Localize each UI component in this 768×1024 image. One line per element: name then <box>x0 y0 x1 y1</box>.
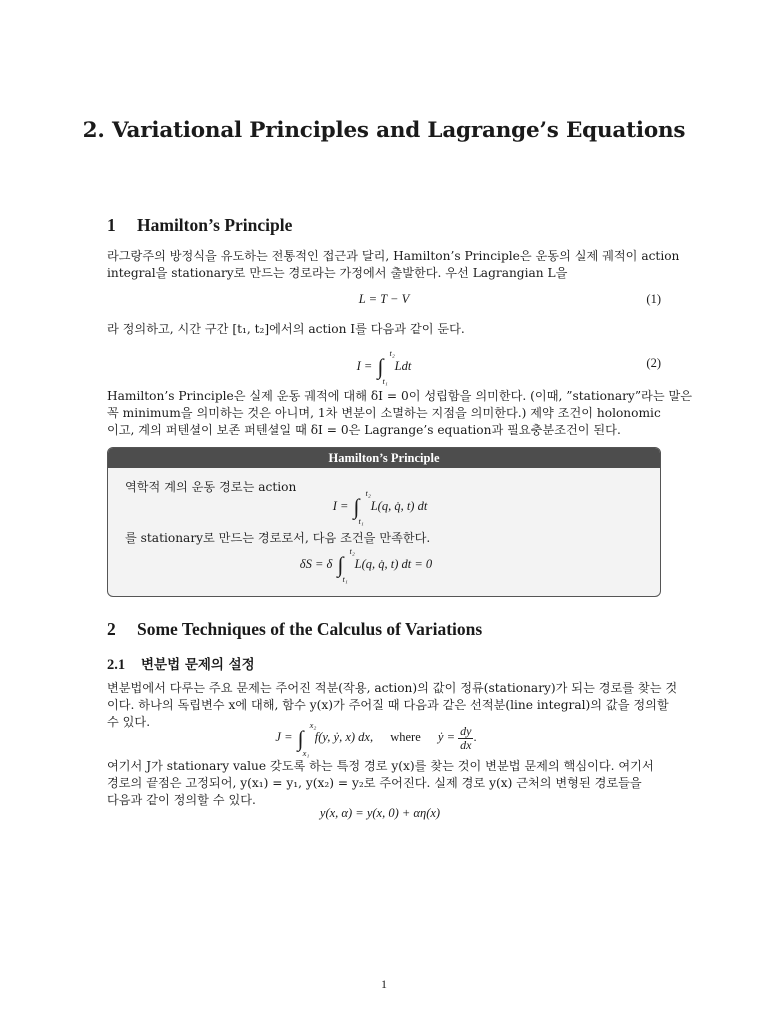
fraction-denominator: dx <box>460 738 472 752</box>
integral-upper-limit: t₂ <box>365 488 371 498</box>
hamilton-principle-box <box>107 447 661 597</box>
equation-number: (2) <box>646 356 661 370</box>
subsection-number: 2.1 <box>107 657 126 673</box>
subsection-2-1-heading <box>107 653 255 674</box>
text-line: 라 정의하고, 시간 구간 [t₁, t₂]에서의 action I를 다음과 같이 둔다. <box>107 322 465 336</box>
section-1-paragraph-1 <box>107 248 680 282</box>
box-text-line: 를 stationary로 만드는 경로로서, 다음 조건을 만족한다. <box>125 531 431 545</box>
text-line: 수 있다. <box>107 715 151 729</box>
text-line: 라그랑주의 방정식을 유도하는 전통적인 접근과 달리, Hamilton’s Principle은 운동의 실제 궤적이 action <box>107 249 680 263</box>
equation-where-text: where <box>390 730 421 745</box>
section-2-paragraph-2 <box>107 758 661 809</box>
section-title: Hamilton’s Principle <box>137 215 293 235</box>
equation-body: y(x, α) = y(x, 0) + αη(x) <box>319 806 441 820</box>
text-line: 여기서 J가 stationary value 갖도록 하는 특정 경로 y(x)를 찾는 것이 변분법 문제의 핵심이다. 여기서 <box>107 759 654 773</box>
section-number: 1 <box>107 215 116 235</box>
derivative-fraction <box>458 725 473 752</box>
integral-sign: ∫ t₂ t₁ <box>337 546 355 584</box>
integral-upper-limit: t₂ <box>349 546 355 556</box>
equation-body: Ldt <box>394 358 412 373</box>
document-title: 2. Variational Principles and Lagrange’s Equations <box>82 118 686 143</box>
page-number: 1 <box>381 977 387 991</box>
equation-lhs: δS = δ <box>299 556 333 571</box>
text-line: Hamilton’s Principle은 실제 운동 궤적에 대해 δI = 0이 성립함을 의미한다. (이때, ”stationary”라는 말은 <box>107 389 693 403</box>
fraction-numerator: dy <box>460 724 472 738</box>
section-title: Some Techniques of the Calculus of Variations <box>137 619 483 639</box>
text-line: 변분법에서 다루는 주요 문제는 주어진 적분(작용, action)의 값이 정류(stationary)가 되는 경로를 찾는 것 <box>107 681 678 695</box>
text-line: integral을 stationary로 만드는 경로라는 가정에서 출발한다. 우선 Lagrangian L을 <box>107 266 568 280</box>
integral-lower-limit: t₁ <box>342 574 348 584</box>
integral-lower-limit: t₁ <box>358 516 364 526</box>
text-line: 꼭 minimum을 의미하는 것은 아니며, 1차 변분이 소멸하는 지점을 의미한다.) 제약 조건이 holonomic <box>107 406 661 420</box>
section-1-paragraph-2 <box>107 321 661 338</box>
integral-upper-limit: x₂ <box>309 719 317 730</box>
equation-body: L(q, q̇, t) dt <box>370 498 428 513</box>
equation-number: (1) <box>646 292 661 306</box>
equation-body: f(y, ẏ, x) dx, <box>314 730 374 745</box>
integral-lower-limit: x₁ <box>302 747 310 758</box>
integral-sign: ∫ t₂ t₁ <box>377 348 395 386</box>
integral-upper-limit: t₂ <box>389 348 395 358</box>
equation-lhs: I = <box>356 358 373 373</box>
equation-4 <box>107 806 661 824</box>
box-equation-stationary <box>108 546 660 584</box>
equation-lhs: J = <box>275 730 293 745</box>
equation-body: L = T − V <box>358 292 410 306</box>
integral-sign: ∫ t₂ t₁ <box>353 488 371 526</box>
section-2-heading <box>107 619 482 640</box>
text-line: 다음과 같이 정의할 수 있다. <box>107 793 256 807</box>
integral-lower-limit: t₁ <box>382 376 388 386</box>
section-number: 2 <box>107 619 116 639</box>
equation-2 <box>107 348 661 386</box>
equation-lhs: I = <box>332 498 349 513</box>
box-equation-action <box>108 488 660 526</box>
box-text-line: 역학적 계의 운동 경로는 action <box>125 480 297 494</box>
equation-ydot: ẏ = <box>437 730 456 745</box>
text-line: 이다. 하나의 독립변수 x에 대해, 함수 y(x)가 주어질 때 다음과 같은 선적분(line integral)의 값을 정의할 <box>107 698 669 712</box>
equation-body: L(q, q̇, t) dt = 0 <box>354 556 433 571</box>
text-line: 경로의 끝점은 고정되어, y(x₁) = y₁, y(x₂) = y₂로 주어진다. 실제 경로 y(x) 근처의 변형된 경로들을 <box>107 776 642 790</box>
integral-sign: ∫ x₂ x₁ <box>297 719 317 758</box>
equation-1 <box>107 292 661 310</box>
subsection-title: 변분법 문제의 설정 <box>141 657 255 673</box>
equation-3: J = ∫ x₂ x₁ f(y, ẏ, x) dx, where ẏ = $\frac{dy}{dx}$ . <box>275 719 477 758</box>
section-1-heading <box>107 215 292 236</box>
box-header: Hamilton’s Principle <box>108 448 660 468</box>
text-line: 이고, 계의 퍼텐셜이 보존 퍼텐셜일 때 δI = 0은 Lagrange’s equation과 필요충분조건이 된다. <box>107 423 621 437</box>
section-1-paragraph-3 <box>107 388 693 439</box>
